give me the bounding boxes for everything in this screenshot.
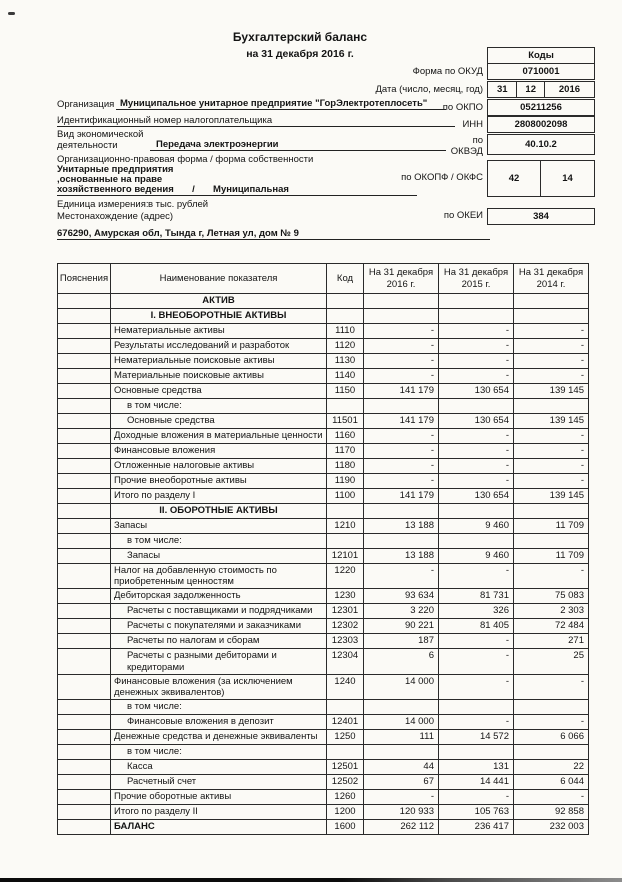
date-code-box	[487, 81, 595, 98]
value-2014-cell: 139 145	[514, 384, 589, 399]
okei-label: по ОКЕИ	[443, 210, 483, 221]
code-cell: 12501	[327, 760, 364, 775]
date-label: Дата (число, месяц, год)	[375, 84, 483, 95]
balance-table	[57, 263, 589, 835]
document-subtitle: на 31 декабря 2016 г.	[246, 48, 354, 60]
table-row	[58, 534, 589, 549]
table-row	[58, 354, 589, 369]
table-row	[58, 619, 589, 634]
value-2016-cell	[364, 399, 439, 414]
value-2015-cell: 9 460	[439, 549, 514, 564]
indicator-name-cell: Касса	[111, 760, 327, 775]
explanation-cell	[58, 489, 111, 504]
code-cell: 1120	[327, 339, 364, 354]
indicator-name-cell: Финансовые вложения в депозит	[111, 715, 327, 730]
indicator-name-cell: АКТИВ	[111, 294, 327, 309]
scan-speck-artifact	[8, 12, 15, 15]
indicator-name-cell: в том числе:	[111, 745, 327, 760]
okud-label: Форма по ОКУД	[412, 66, 483, 77]
indicator-name-cell: Отложенные налоговые активы	[111, 459, 327, 474]
value-2014-cell: 72 484	[514, 619, 589, 634]
value-2015-cell: -	[439, 634, 514, 649]
indicator-name-cell: Финансовые вложения	[111, 444, 327, 459]
okpo-code-box: 05211256	[487, 99, 595, 116]
legal-form-separator: /	[192, 184, 195, 195]
value-2014-cell	[514, 504, 589, 519]
okopf-okfs-code-box	[487, 160, 595, 197]
value-2015-cell: -	[439, 369, 514, 384]
value-2016-cell: 6	[364, 649, 439, 674]
code-cell: 1100	[327, 489, 364, 504]
value-2014-cell: 271	[514, 634, 589, 649]
table-row	[58, 700, 589, 715]
value-2016-cell	[364, 309, 439, 324]
code-cell: 12101	[327, 549, 364, 564]
table-row	[58, 504, 589, 519]
okpo-label: по ОКПО	[442, 102, 483, 113]
codes-header-box: Коды	[487, 47, 595, 64]
indicator-name-cell: Расчеты по налогам и сборам	[111, 634, 327, 649]
code-cell: 12302	[327, 619, 364, 634]
value-2015-cell: -	[439, 339, 514, 354]
explanation-cell	[58, 700, 111, 715]
value-2014-cell: 139 145	[514, 489, 589, 504]
value-2016-cell: -	[364, 339, 439, 354]
value-2016-cell: -	[364, 790, 439, 805]
indicator-name-cell: БАЛАНС	[111, 820, 327, 835]
explanation-cell	[58, 519, 111, 534]
explanation-cell	[58, 805, 111, 820]
indicator-name-cell: Итого по разделу II	[111, 805, 327, 820]
code-cell: 1160	[327, 429, 364, 444]
table-row	[58, 549, 589, 564]
explanation-cell	[58, 354, 111, 369]
indicator-name-cell: Итого по разделу I	[111, 489, 327, 504]
indicator-name-cell: Расчеты с поставщиками и подрядчиками	[111, 604, 327, 619]
location-label: Местонахождение (адрес)	[57, 211, 174, 222]
table-row	[58, 715, 589, 730]
value-2015-cell: 105 763	[439, 805, 514, 820]
explanation-cell	[58, 444, 111, 459]
indicator-name-cell: в том числе:	[111, 399, 327, 414]
table-row	[58, 489, 589, 504]
code-cell: 1240	[327, 674, 364, 699]
code-cell: 1210	[327, 519, 364, 534]
value-2016-cell: 14 000	[364, 674, 439, 699]
legal-form-caption: Организационно-правовая форма / форма собственности	[57, 154, 314, 165]
code-cell: 1250	[327, 730, 364, 745]
value-2015-cell: 130 654	[439, 489, 514, 504]
value-2014-cell	[514, 294, 589, 309]
explanation-cell	[58, 339, 111, 354]
explanation-cell	[58, 294, 111, 309]
code-cell: 1190	[327, 474, 364, 489]
explanation-cell	[58, 715, 111, 730]
value-2014-cell: -	[514, 444, 589, 459]
ownership-value: Муниципальная	[213, 184, 289, 195]
value-2016-cell: -	[364, 444, 439, 459]
value-2014-cell	[514, 745, 589, 760]
code-cell: 12502	[327, 775, 364, 790]
value-2014-cell: 11 709	[514, 549, 589, 564]
value-2014-cell: -	[514, 339, 589, 354]
value-2014-cell	[514, 534, 589, 549]
value-2016-cell	[364, 504, 439, 519]
code-cell: 1260	[327, 790, 364, 805]
code-cell	[327, 504, 364, 519]
value-2016-cell	[364, 534, 439, 549]
value-2014-cell: 2 303	[514, 604, 589, 619]
value-2016-cell: 262 112	[364, 820, 439, 835]
value-2014-cell: -	[514, 429, 589, 444]
okved-label	[451, 135, 483, 157]
table-row	[58, 604, 589, 619]
code-cell: 1180	[327, 459, 364, 474]
code-cell: 1200	[327, 805, 364, 820]
explanation-cell	[58, 649, 111, 674]
value-2014-cell	[514, 309, 589, 324]
explanation-cell	[58, 474, 111, 489]
value-2015-cell	[439, 294, 514, 309]
value-2015-cell: 130 654	[439, 384, 514, 399]
explanation-cell	[58, 619, 111, 634]
value-2015-cell: 81 731	[439, 589, 514, 604]
value-2015-cell: -	[439, 324, 514, 339]
indicator-name-cell: Основные средства	[111, 414, 327, 429]
value-2016-cell: -	[364, 354, 439, 369]
table-row	[58, 745, 589, 760]
explanation-cell	[58, 745, 111, 760]
okfs-value-cell: 14	[562, 173, 573, 184]
indicator-name-cell: Материальные поисковые активы	[111, 369, 327, 384]
value-2016-cell: 44	[364, 760, 439, 775]
table-row	[58, 384, 589, 399]
indicator-name-cell: Доходные вложения в материальные ценности	[111, 429, 327, 444]
code-cell: 1140	[327, 369, 364, 384]
value-2016-cell: 67	[364, 775, 439, 790]
value-2015-cell: -	[439, 474, 514, 489]
indicator-name-cell: Денежные средства и денежные эквиваленты	[111, 730, 327, 745]
indicator-name-cell: Запасы	[111, 519, 327, 534]
explanation-cell	[58, 790, 111, 805]
value-2014-cell: -	[514, 369, 589, 384]
code-cell: 1110	[327, 324, 364, 339]
indicator-name-cell: Расчеты с разными дебиторами и кредиторами	[111, 649, 327, 674]
indicator-name-cell: Финансовые вложения (за исключением денежных эквивалентов)	[111, 674, 327, 699]
unit-label: Единица измерения:	[57, 199, 149, 210]
table-row	[58, 414, 589, 429]
table-row	[58, 805, 589, 820]
value-2014-cell: -	[514, 474, 589, 489]
activity-label-line2: деятельности	[57, 140, 118, 151]
explanation-cell	[58, 589, 111, 604]
header-code: Код	[327, 264, 364, 294]
okved-label-line2: ОКВЭД	[450, 146, 483, 157]
code-cell: 12301	[327, 604, 364, 619]
value-2016-cell: 141 179	[364, 414, 439, 429]
code-cell: 1230	[327, 589, 364, 604]
explanation-cell	[58, 549, 111, 564]
value-2014-cell: 232 003	[514, 820, 589, 835]
inn-label: ИНН	[462, 119, 483, 130]
address-value: 676290, Амурская обл, Тында г, Летная ул, дом № 9	[57, 228, 490, 240]
header-2014: На 31 декабря 2014 г.	[514, 264, 589, 294]
organization-value: Муниципальное унитарное предприятие "ГорЭлектротеплосеть"	[116, 98, 446, 110]
value-2015-cell: 81 405	[439, 619, 514, 634]
legal-form-line1: Унитарные предприятия	[57, 164, 174, 175]
value-2015-cell: -	[439, 715, 514, 730]
value-2014-cell: -	[514, 324, 589, 339]
document-title: Бухгалтерский баланс	[232, 30, 368, 44]
scan-edge-artifact	[0, 878, 622, 882]
code-cell: 12304	[327, 649, 364, 674]
value-2014-cell: -	[514, 790, 589, 805]
legal-form-line3-text: хозяйственного ведения	[57, 184, 174, 195]
okopf-value-cell: 42	[488, 161, 541, 196]
value-2015-cell: 9 460	[439, 519, 514, 534]
activity-label-line1: Вид экономической	[57, 129, 144, 140]
code-cell: 1130	[327, 354, 364, 369]
okei-code-box: 384	[487, 208, 595, 225]
explanation-cell	[58, 820, 111, 835]
value-2016-cell: -	[364, 459, 439, 474]
value-2014-cell	[514, 700, 589, 715]
table-row	[58, 519, 589, 534]
okved-code-box: 40.10.2	[487, 134, 595, 155]
value-2014-cell: 139 145	[514, 414, 589, 429]
indicator-name-cell: II. ОБОРОТНЫЕ АКТИВЫ	[111, 504, 327, 519]
indicator-name-cell: Запасы	[111, 549, 327, 564]
value-2015-cell	[439, 534, 514, 549]
balance-table-body	[58, 294, 589, 835]
value-2016-cell: 187	[364, 634, 439, 649]
code-cell: 1170	[327, 444, 364, 459]
value-2016-cell: 13 188	[364, 549, 439, 564]
indicator-name-cell: Дебиторская задолженность	[111, 589, 327, 604]
explanation-cell	[58, 504, 111, 519]
okved-label-line1: по	[472, 135, 483, 146]
indicator-name-cell: Расчетный счет	[111, 775, 327, 790]
okopf-okfs-label: по ОКОПФ / ОКФС	[401, 172, 483, 183]
explanation-cell	[58, 760, 111, 775]
value-2015-cell: -	[439, 459, 514, 474]
table-row	[58, 760, 589, 775]
indicator-name-cell: Нематериальные поисковые активы	[111, 354, 327, 369]
organization-label: Организация	[57, 99, 115, 110]
indicator-name-cell: Расчеты с покупателями и заказчиками	[111, 619, 327, 634]
value-2014-cell: 6 044	[514, 775, 589, 790]
value-2014-cell	[514, 399, 589, 414]
table-row	[58, 730, 589, 745]
date-month-cell: 12	[517, 82, 544, 97]
value-2016-cell: -	[364, 474, 439, 489]
indicator-name-cell: в том числе:	[111, 700, 327, 715]
header-explanations: Пояснения	[58, 264, 111, 294]
value-2015-cell: 131	[439, 760, 514, 775]
value-2016-cell: -	[364, 564, 439, 589]
value-2016-cell: 3 220	[364, 604, 439, 619]
code-cell	[327, 399, 364, 414]
value-2015-cell	[439, 504, 514, 519]
table-row	[58, 399, 589, 414]
table-row	[58, 820, 589, 835]
indicator-name-cell: в том числе:	[111, 534, 327, 549]
code-cell	[327, 534, 364, 549]
value-2016-cell: 111	[364, 730, 439, 745]
value-2014-cell: 11 709	[514, 519, 589, 534]
value-2015-cell	[439, 745, 514, 760]
value-2015-cell: -	[439, 564, 514, 589]
table-header-row	[58, 264, 589, 294]
table-row	[58, 649, 589, 674]
table-row	[58, 339, 589, 354]
code-cell: 1600	[327, 820, 364, 835]
table-row	[58, 369, 589, 384]
table-row	[58, 309, 589, 324]
value-2015-cell: 14 441	[439, 775, 514, 790]
value-2014-cell: -	[514, 354, 589, 369]
code-cell: 11501	[327, 414, 364, 429]
explanation-cell	[58, 414, 111, 429]
code-cell	[327, 294, 364, 309]
value-2014-cell: -	[514, 715, 589, 730]
date-year-cell: 2016	[558, 84, 581, 95]
code-cell	[327, 700, 364, 715]
value-2016-cell	[364, 745, 439, 760]
table-row	[58, 634, 589, 649]
table-row	[58, 324, 589, 339]
code-cell: 1150	[327, 384, 364, 399]
table-row	[58, 589, 589, 604]
explanation-cell	[58, 399, 111, 414]
value-2015-cell: -	[439, 354, 514, 369]
value-2015-cell: -	[439, 444, 514, 459]
value-2015-cell: -	[439, 649, 514, 674]
indicator-name-cell: Прочие оборотные активы	[111, 790, 327, 805]
table-row	[58, 444, 589, 459]
value-2016-cell: 93 634	[364, 589, 439, 604]
code-cell: 1220	[327, 564, 364, 589]
value-2016-cell: 141 179	[364, 489, 439, 504]
table-row	[58, 564, 589, 589]
code-cell	[327, 745, 364, 760]
unit-value: в тыс. рублей	[148, 199, 209, 210]
legal-form-line2: ,основанные на праве	[57, 174, 163, 185]
value-2015-cell: 130 654	[439, 414, 514, 429]
code-cell	[327, 309, 364, 324]
inn-caption: Идентификационный номер налогоплательщика	[57, 115, 455, 127]
date-day-cell: 31	[488, 82, 517, 97]
value-2016-cell	[364, 700, 439, 715]
explanation-cell	[58, 775, 111, 790]
activity-value: Передача электроэнергии	[150, 139, 446, 151]
value-2014-cell: -	[514, 459, 589, 474]
legal-form-line3	[57, 184, 417, 196]
explanation-cell	[58, 534, 111, 549]
explanation-cell	[58, 384, 111, 399]
indicator-name-cell: Результаты исследований и разработок	[111, 339, 327, 354]
value-2014-cell: 25	[514, 649, 589, 674]
explanation-cell	[58, 324, 111, 339]
explanation-cell	[58, 369, 111, 384]
code-cell: 12401	[327, 715, 364, 730]
table-row	[58, 429, 589, 444]
value-2014-cell: 6 066	[514, 730, 589, 745]
explanation-cell	[58, 674, 111, 699]
okud-code-box: 0710001	[487, 63, 595, 80]
explanation-cell	[58, 730, 111, 745]
indicator-name-cell: Прочие внеоборотные активы	[111, 474, 327, 489]
value-2015-cell: 14 572	[439, 730, 514, 745]
table-row	[58, 674, 589, 699]
value-2014-cell: 75 083	[514, 589, 589, 604]
table-row	[58, 775, 589, 790]
value-2015-cell: 236 417	[439, 820, 514, 835]
header-2015: На 31 декабря 2015 г.	[439, 264, 514, 294]
indicator-name-cell: Основные средства	[111, 384, 327, 399]
indicator-name-cell: Нематериальные активы	[111, 324, 327, 339]
value-2016-cell	[364, 294, 439, 309]
value-2014-cell: 92 858	[514, 805, 589, 820]
value-2016-cell: -	[364, 324, 439, 339]
value-2015-cell	[439, 309, 514, 324]
explanation-cell	[58, 429, 111, 444]
inn-code-box: 2808002098	[487, 116, 595, 133]
value-2015-cell	[439, 700, 514, 715]
value-2016-cell: 90 221	[364, 619, 439, 634]
value-2016-cell: -	[364, 369, 439, 384]
table-row	[58, 790, 589, 805]
value-2014-cell: -	[514, 564, 589, 589]
explanation-cell	[58, 634, 111, 649]
explanation-cell	[58, 604, 111, 619]
header-2016: На 31 декабря 2016 г.	[364, 264, 439, 294]
header-indicator-name: Наименование показателя	[111, 264, 327, 294]
code-cell: 12303	[327, 634, 364, 649]
value-2016-cell: 120 933	[364, 805, 439, 820]
indicator-name-cell: Налог на добавленную стоимость по приобретенным ценностям	[111, 564, 327, 589]
value-2015-cell: -	[439, 674, 514, 699]
value-2016-cell: 14 000	[364, 715, 439, 730]
value-2016-cell: 141 179	[364, 384, 439, 399]
table-row	[58, 294, 589, 309]
explanation-cell	[58, 564, 111, 589]
value-2015-cell: -	[439, 790, 514, 805]
value-2014-cell: -	[514, 674, 589, 699]
value-2015-cell: 326	[439, 604, 514, 619]
explanation-cell	[58, 459, 111, 474]
indicator-name-cell: I. ВНЕОБОРОТНЫЕ АКТИВЫ	[111, 309, 327, 324]
value-2016-cell: -	[364, 429, 439, 444]
value-2015-cell	[439, 399, 514, 414]
explanation-cell	[58, 309, 111, 324]
value-2015-cell: -	[439, 429, 514, 444]
value-2014-cell: 22	[514, 760, 589, 775]
table-row	[58, 459, 589, 474]
value-2016-cell: 13 188	[364, 519, 439, 534]
table-row	[58, 474, 589, 489]
